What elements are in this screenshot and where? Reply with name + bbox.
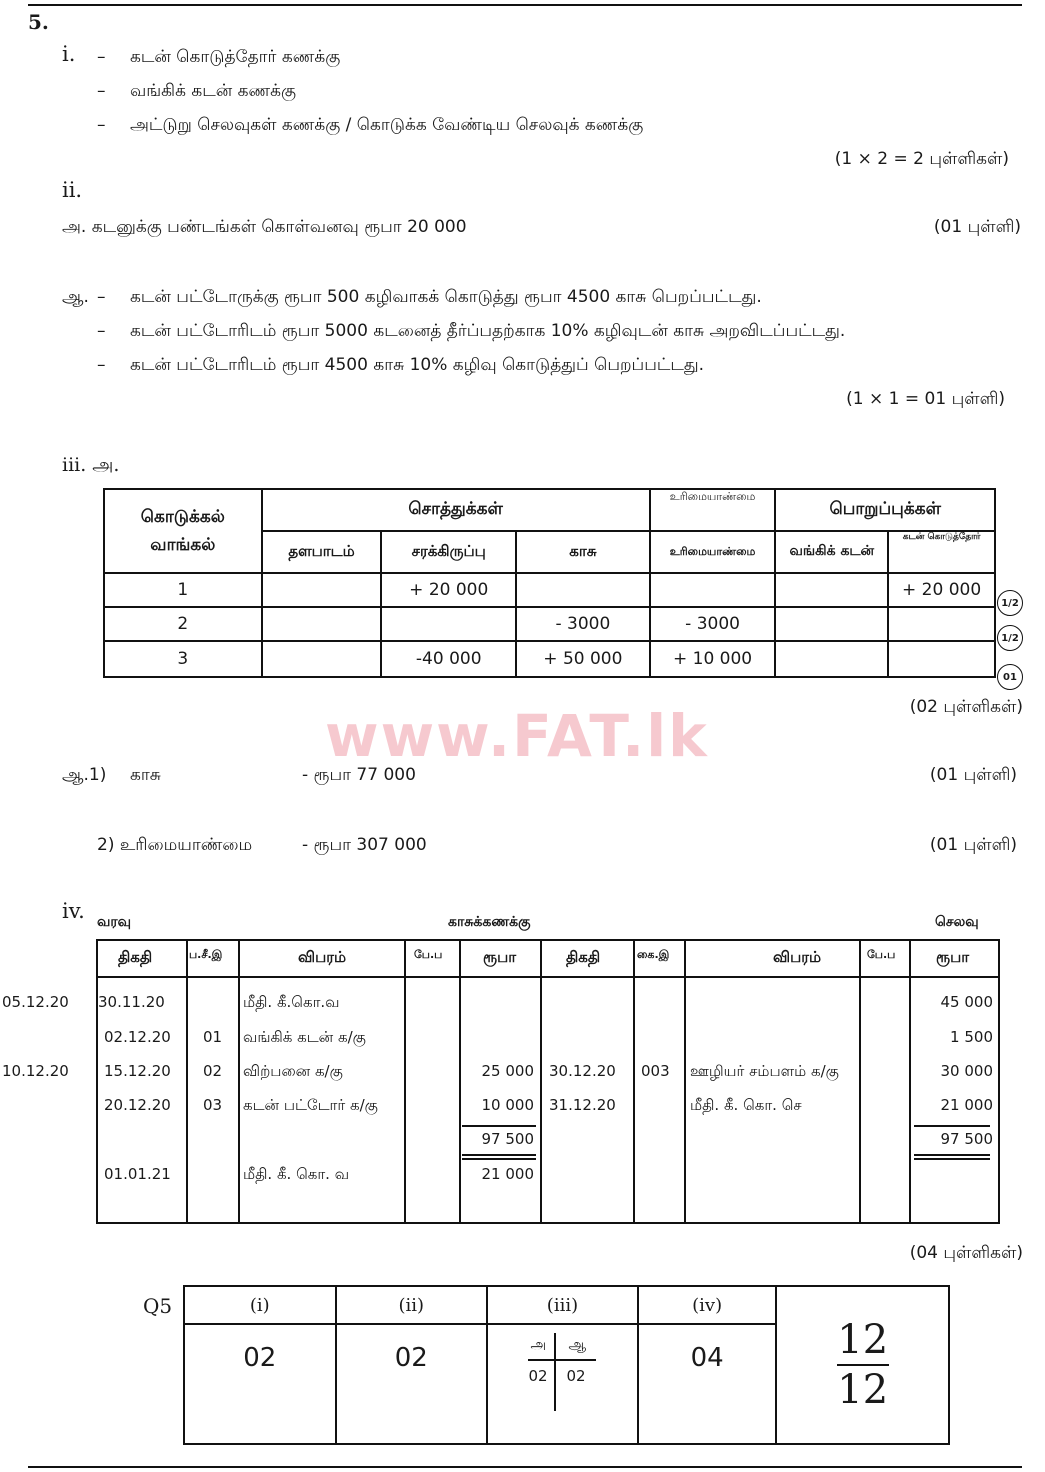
header-equity-top: உரிமையாண்மை [650, 489, 776, 531]
cell [381, 607, 516, 641]
header-assets: சொத்துக்கள் [262, 489, 650, 531]
score-value-ii: 02 [336, 1324, 488, 1444]
dr-total: 97 500 [481, 1130, 534, 1148]
bottom-rule [28, 1466, 1022, 1468]
margin-date-2: 10.12.20 [2, 1062, 69, 1080]
cell: + 10 000 [650, 641, 776, 677]
col-line [238, 939, 240, 1224]
score-head-iv: (iv) [638, 1286, 777, 1324]
part-i-item-2: வங்கிக் கடன் கணக்கு [130, 81, 297, 101]
part-i-dash-1: – [97, 47, 106, 67]
score-total-bar [837, 1364, 889, 1366]
part-i-item-3: அட்டுறு செலவுகள் கணக்கு / கொடுக்க வேண்டிய செலவுக் கணக்கு [130, 115, 644, 135]
sub-furniture: தளபாடம் [262, 531, 382, 573]
cell [262, 641, 382, 677]
dr-total-line-bottom-2 [462, 1158, 536, 1160]
table-row [104, 573, 995, 607]
part-ii-a-marks: (01 புள்ளி) [933, 217, 1021, 237]
cell [888, 641, 995, 677]
part-ii-b-item-1: கடன் பட்டோருக்கு ரூபா 500 கழிவாகக் கொடுத்து ரூபா 4500 காசு பெறப்பட்டது. [130, 287, 762, 307]
part-ii-b-label: ஆ. [62, 287, 89, 307]
cash-header-line [96, 976, 1000, 978]
header-transaction-2: வாங்கல் [150, 535, 216, 555]
part-i-dash-3: – [97, 115, 106, 135]
row-mark-3: 01 [997, 664, 1023, 690]
cell [262, 573, 382, 607]
cell [775, 641, 888, 677]
sub-bank-loan: வங்கிக் கடன் [775, 531, 888, 573]
col-line [633, 939, 635, 1224]
part-iii-aa2-value: - ரூபா 307 000 [302, 835, 427, 855]
part-ii-b-item-3: கடன் பட்டோரிடம் ரூபா 4500 காசு 10% கழிவு கொடுத்துப் பெறப்பட்டது. [130, 355, 705, 375]
col-line [404, 939, 406, 1224]
part-iii-aa2-label: 2) உரிமையாண்மை [97, 835, 253, 855]
cash-h-ref-cr: கை.இ [637, 948, 670, 961]
cell: 1 [104, 573, 262, 607]
cr-amount-3: 30 000 [940, 1062, 993, 1080]
score-label: Q5 [143, 1294, 173, 1318]
part-iv-label: iv. [62, 899, 85, 923]
score-table [183, 1285, 950, 1445]
dr-total-line-top [462, 1125, 536, 1127]
question-number: 5. [28, 10, 49, 34]
cell [775, 607, 888, 641]
header-liabilities: பொறுப்புக்கள் [775, 489, 995, 531]
score-value-iii [487, 1324, 638, 1444]
part-ii-b-item-2: கடன் பட்டோரிடம் ரூபா 5000 கடனைத் தீர்ப்பதற்காக 10% கழிவுடன் காசு அறவிடப்பட்டது. [130, 321, 846, 341]
cash-title: காசுக்கணக்கு [448, 914, 531, 930]
dr-amount-3: 25 000 [481, 1062, 534, 1080]
score-iii-val-aa: 02 [566, 1367, 586, 1385]
dr-desc-4: கடன் பட்டோர் க/கு [243, 1096, 378, 1114]
col-line [859, 939, 861, 1224]
cash-h-amount-cr: ரூபா [936, 948, 970, 966]
cr-total-line-bottom-2 [914, 1158, 990, 1160]
cash-h-ledger-cr: பே.ப [867, 948, 896, 961]
part-ii-b-marks: (1 × 1 = 01 புள்ளி) [846, 389, 1005, 409]
cr-total-line-bottom [914, 1154, 990, 1156]
cash-cr-label: செலவு [935, 914, 979, 930]
cash-h-desc-cr: விபரம் [773, 948, 822, 966]
table-row [104, 607, 995, 641]
cell: - 3000 [516, 607, 650, 641]
cash-h-amount-dr: ரூபா [483, 948, 517, 966]
part-ii-b-dash-3: – [97, 355, 106, 375]
dr-date-4: 20.12.20 [104, 1096, 171, 1114]
part-i-marks: (1 × 2 = 2 புள்ளிகள்) [834, 149, 1009, 169]
cash-h-date-dr: திகதி [118, 948, 153, 966]
row-mark-1: 1/2 [997, 590, 1023, 616]
part-i-dash-2: – [97, 81, 106, 101]
cash-dr-label: வரவு [97, 914, 132, 930]
cr-date-4: 31.12.20 [549, 1096, 616, 1114]
cr-amount-1: 45 000 [940, 993, 993, 1011]
dr-ref-3: 02 [203, 1062, 223, 1080]
cell [516, 573, 650, 607]
cash-h-ref-dr: ப.சீ.இ [189, 948, 223, 961]
cell: - 3000 [650, 607, 776, 641]
cr-desc-3: ஊழியர் சம்பளம் க/கு [690, 1062, 839, 1080]
sub-cash: காசு [516, 531, 650, 573]
score-iii-val-a: 02 [528, 1367, 548, 1385]
dr-date-1: 30.11.20 [98, 993, 165, 1011]
cr-total: 97 500 [940, 1130, 993, 1148]
sub-equity: உரிமையாண்மை [650, 531, 776, 573]
col-line [186, 939, 188, 1224]
score-total-den: 12 [837, 1367, 889, 1413]
cr-ref-3: 003 [641, 1062, 670, 1080]
score-head-i: (i) [184, 1286, 336, 1324]
header-transaction [104, 489, 262, 573]
score-total-num: 12 [837, 1317, 889, 1363]
cr-date-3: 30.12.20 [549, 1062, 616, 1080]
part-iv-marks: (04 புள்ளிகள்) [909, 1243, 1023, 1263]
cr-desc-4: மீதி. கீ. கொ. செ [690, 1096, 802, 1114]
cell [888, 607, 995, 641]
dr-date-2: 02.12.20 [104, 1028, 171, 1046]
score-head-ii: (ii) [336, 1286, 488, 1324]
margin-date-1: 05.12.20 [2, 993, 69, 1011]
score-value-i: 02 [184, 1324, 336, 1444]
part-iii-aa1-marks: (01 புள்ளி) [929, 765, 1017, 785]
cell [262, 607, 382, 641]
cash-h-date-cr: திகதி [566, 948, 601, 966]
dr-ref-2: 01 [203, 1028, 223, 1046]
dr-amount-4: 10 000 [481, 1096, 534, 1114]
part-i-label: i. [62, 42, 76, 66]
cash-account [96, 939, 1000, 1224]
cell [775, 573, 888, 607]
dr-date-3: 15.12.20 [104, 1062, 171, 1080]
cell: + 20 000 [381, 573, 516, 607]
cell: + 50 000 [516, 641, 650, 677]
sub-stock: சரக்கிருப்பு [381, 531, 516, 573]
part-iii-marks: (02 புள்ளிகள்) [909, 697, 1023, 717]
score-iii-vline [554, 1333, 556, 1411]
score-iii-head-a: அ [530, 1337, 547, 1353]
cr-amount-2: 1 500 [950, 1028, 993, 1046]
dr-total-line-bottom [462, 1154, 536, 1156]
part-iii-label: iii. அ. [62, 454, 120, 476]
cell: 3 [104, 641, 262, 677]
cash-h-desc-dr: விபரம் [298, 948, 347, 966]
cell: 2 [104, 607, 262, 641]
part-ii-label: ii. [62, 178, 83, 202]
score-value-iv: 04 [638, 1324, 777, 1444]
score-iii-split [512, 1333, 612, 1411]
dr-desc-2: வங்கிக் கடன் க/கு [243, 1028, 366, 1046]
col-line [459, 939, 461, 1224]
dr-desc-1: மீதி. கீ.கொ.வ [243, 993, 340, 1011]
dr-bd-amount: 21 000 [481, 1165, 534, 1183]
score-head-iii: (iii) [487, 1286, 638, 1324]
cell [650, 573, 776, 607]
score-iii-head-aa: ஆ [568, 1337, 587, 1353]
part-iii-aa2-marks: (01 புள்ளி) [929, 835, 1017, 855]
dr-ref-4: 03 [203, 1096, 223, 1114]
part-i-item-1: கடன் கொடுத்தோர் கணக்கு [130, 47, 341, 67]
top-rule [28, 4, 1022, 6]
part-iii-aa1-item: காசு [130, 765, 161, 785]
accounting-equation-table [103, 488, 996, 678]
cell: + 20 000 [888, 573, 995, 607]
part-ii-a-text: அ. கடனுக்கு பண்டங்கள் கொள்வனவு ரூபா 20 000 [62, 217, 467, 237]
header-transaction-1: கொடுக்கல் [140, 507, 225, 527]
part-ii-b-dash-2: – [97, 321, 106, 341]
dr-bd-desc: மீதி. கீ. கொ. வ [243, 1165, 350, 1183]
col-line [540, 939, 542, 1224]
cr-amount-4: 21 000 [940, 1096, 993, 1114]
cell: -40 000 [381, 641, 516, 677]
table-row [104, 641, 995, 677]
sub-creditors: கடன் கொடுத்தோர் [888, 531, 995, 573]
score-total [776, 1286, 949, 1444]
dr-desc-3: விற்பனை க/கு [243, 1062, 343, 1080]
watermark: www.FAT.lk [325, 702, 709, 770]
score-iii-hline [528, 1359, 596, 1361]
dr-bd-date: 01.01.21 [104, 1165, 171, 1183]
col-line [684, 939, 686, 1224]
cash-h-ledger-dr: பே.ப [414, 948, 443, 961]
cr-total-line-top [914, 1125, 990, 1127]
part-ii-b-dash-1: – [97, 287, 106, 307]
col-line [909, 939, 911, 1224]
part-iii-aa1-label: ஆ.1) [62, 765, 107, 785]
row-mark-2: 1/2 [997, 625, 1023, 651]
part-iii-aa1-value: - ரூபா 77 000 [302, 765, 416, 785]
